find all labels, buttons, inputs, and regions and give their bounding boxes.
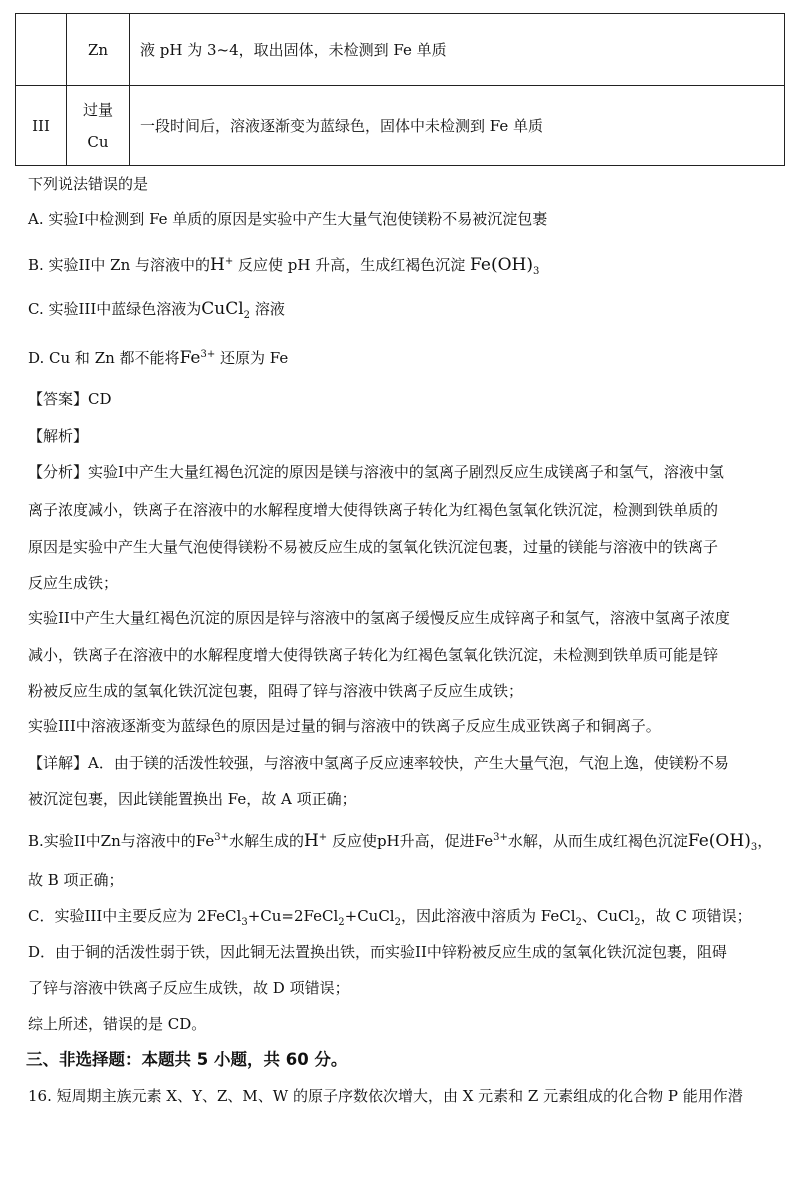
detail-line: 故 B 项正确； — [28, 871, 124, 889]
answer: 【答案】CD — [28, 390, 112, 408]
h-ion-charge: + — [224, 256, 234, 267]
detail-b-text: B.实验II中Zn与溶液中的Fe — [28, 832, 215, 850]
fe-oh-subscript: 3 — [750, 842, 758, 853]
detail-c-text: +CuCl — [344, 907, 395, 925]
cucl2-formula: CuCl — [201, 299, 244, 319]
detail-b — [28, 828, 772, 858]
h-ion: H — [303, 831, 319, 851]
detail-c — [28, 906, 752, 933]
option-b — [28, 252, 539, 282]
fe3-charge: 3+ — [200, 349, 216, 360]
detail-c-text: C．实验III中主要反应为 2FeCl — [28, 907, 242, 925]
option-b-post: 反应使 pH 升高，生成红褐色沉淀 — [233, 256, 471, 274]
question-text: 下列说法错误的是 — [28, 175, 149, 193]
subscript: 2 — [634, 917, 641, 928]
h-ion: H — [210, 255, 225, 275]
detail-c-text: ，故 C 项错误； — [640, 907, 752, 925]
detail-line: D．由于铜的活泼性弱于铁，因此铜无法置换出铁，而实验II中锌粉被反应生成的氢氧化铁沉淀包裹，阻碍 — [28, 943, 727, 961]
table-cell: III — [16, 86, 67, 166]
analysis-line: 原因是实验中产生大量气泡使得镁粉不易被反应生成的氢氧化铁沉淀包裹，过量的镁能与溶液中的铁离子 — [28, 538, 719, 556]
subscript: 2 — [338, 917, 345, 928]
option-c — [28, 299, 285, 326]
subscript: 2 — [394, 917, 401, 928]
table-cell-line: Cu — [87, 132, 109, 151]
h-ion-charge: + — [318, 832, 328, 843]
option-d — [28, 345, 288, 368]
subscript: 2 — [575, 917, 582, 928]
detail-c-text: ，因此溶液中溶质为 FeCl — [400, 907, 576, 925]
fe-oh-formula: Fe(OH) — [470, 255, 533, 275]
detail-line: 了锌与溶液中铁离子反应生成铁，故 D 项错误； — [28, 979, 350, 997]
detail-b-text: ， — [757, 832, 773, 850]
detail-b-text: 水解，从而生成红褐色沉淀 — [507, 832, 688, 850]
option-a: A. 实验I中检测到 Fe 单质的原因是实验中产生大量气泡使镁粉不易被沉淀包裹 — [28, 210, 548, 228]
cucl2-subscript: 2 — [243, 310, 251, 321]
experiment-table — [15, 13, 785, 166]
option-c-post: 溶液 — [250, 300, 285, 318]
option-d-pre: D. Cu 和 Zn 都不能将 — [28, 349, 180, 367]
analysis-line: 反应生成铁； — [28, 574, 119, 592]
analysis-line: 离子浓度减小，铁离子在溶液中的水解程度增大使得铁离子转化为红褐色氢氧化铁沉淀，检测到铁单质的 — [28, 501, 719, 519]
table-cell: 一段时间后，溶液逐渐变为蓝绿色，固体中未检测到 Fe 单质 — [130, 86, 785, 166]
detail-line: 【详解】A．由于镁的活泼性较强，与溶液中氢离子反应速率较快，产生大量气泡，气泡上逸，使镁粉不易 — [28, 754, 729, 772]
subscript: 3 — [241, 917, 248, 928]
analysis-line: 实验III中溶液逐渐变为蓝绿色的原因是过量的铜与溶液中的铁离子反应生成亚铁离子和铜离子。 — [28, 717, 661, 735]
detail-c-text: 、CuCl — [581, 907, 635, 925]
analysis-line: 【分析】实验I中产生大量红褐色沉淀的原因是镁与溶液中的氢离子剧烈反应生成镁离子和氢气，溶液中氢 — [28, 463, 724, 481]
analysis-heading: 【解析】 — [28, 427, 89, 445]
detail-b-text: 反应使pH升高，促进Fe — [327, 832, 494, 850]
table-cell — [67, 86, 130, 166]
fe3-ion: Fe — [179, 348, 201, 368]
option-b-pre: B. 实验II中 Zn 与溶液中的 — [28, 256, 211, 274]
analysis-line: 实验II中产生大量红褐色沉淀的原因是锌与溶液中的氢离子缓慢反应生成锌离子和氢气，溶液中氢离子浓度 — [28, 609, 730, 627]
question-16: 16. 短周期主族元素 X、Y、Z、M、W 的原子序数依次增大，由 X 元素和 Z 元素组成的化合物 P 能用作潜 — [28, 1087, 743, 1105]
option-d-post: 还原为 Fe — [215, 349, 289, 367]
table-cell: 液 pH 为 3~4，取出固体，未检测到 Fe 单质 — [130, 14, 785, 86]
detail-b-text: 水解生成的 — [228, 832, 304, 850]
fe-oh-subscript: 3 — [532, 266, 540, 277]
section-heading: 三、非选择题：本题共 5 小题，共 60 分。 — [26, 1050, 348, 1069]
fe3-charge: 3+ — [493, 832, 508, 843]
detail-c-text: +Cu=2FeCl — [247, 907, 339, 925]
fe3-charge: 3+ — [214, 832, 229, 843]
analysis-line: 粉被反应生成的氢氧化铁沉淀包裹，阻碍了锌与溶液中铁离子反应生成铁； — [28, 682, 524, 700]
summary: 综上所述，错误的是 CD。 — [28, 1015, 207, 1033]
table-cell: Zn — [67, 14, 130, 86]
fe-oh-formula: Fe(OH) — [687, 831, 751, 851]
option-c-pre: C. 实验III中蓝绿色溶液为 — [28, 300, 202, 318]
table-cell — [16, 14, 67, 86]
detail-line: 被沉淀包裹，因此镁能置换出 Fe，故 A 项正确； — [28, 790, 357, 808]
table-cell-line: 过量 — [82, 100, 113, 119]
analysis-line: 减小，铁离子在溶液中的水解程度增大使得铁离子转化为红褐色氢氧化铁沉淀，未检测到铁单质可能是锌 — [28, 646, 719, 664]
